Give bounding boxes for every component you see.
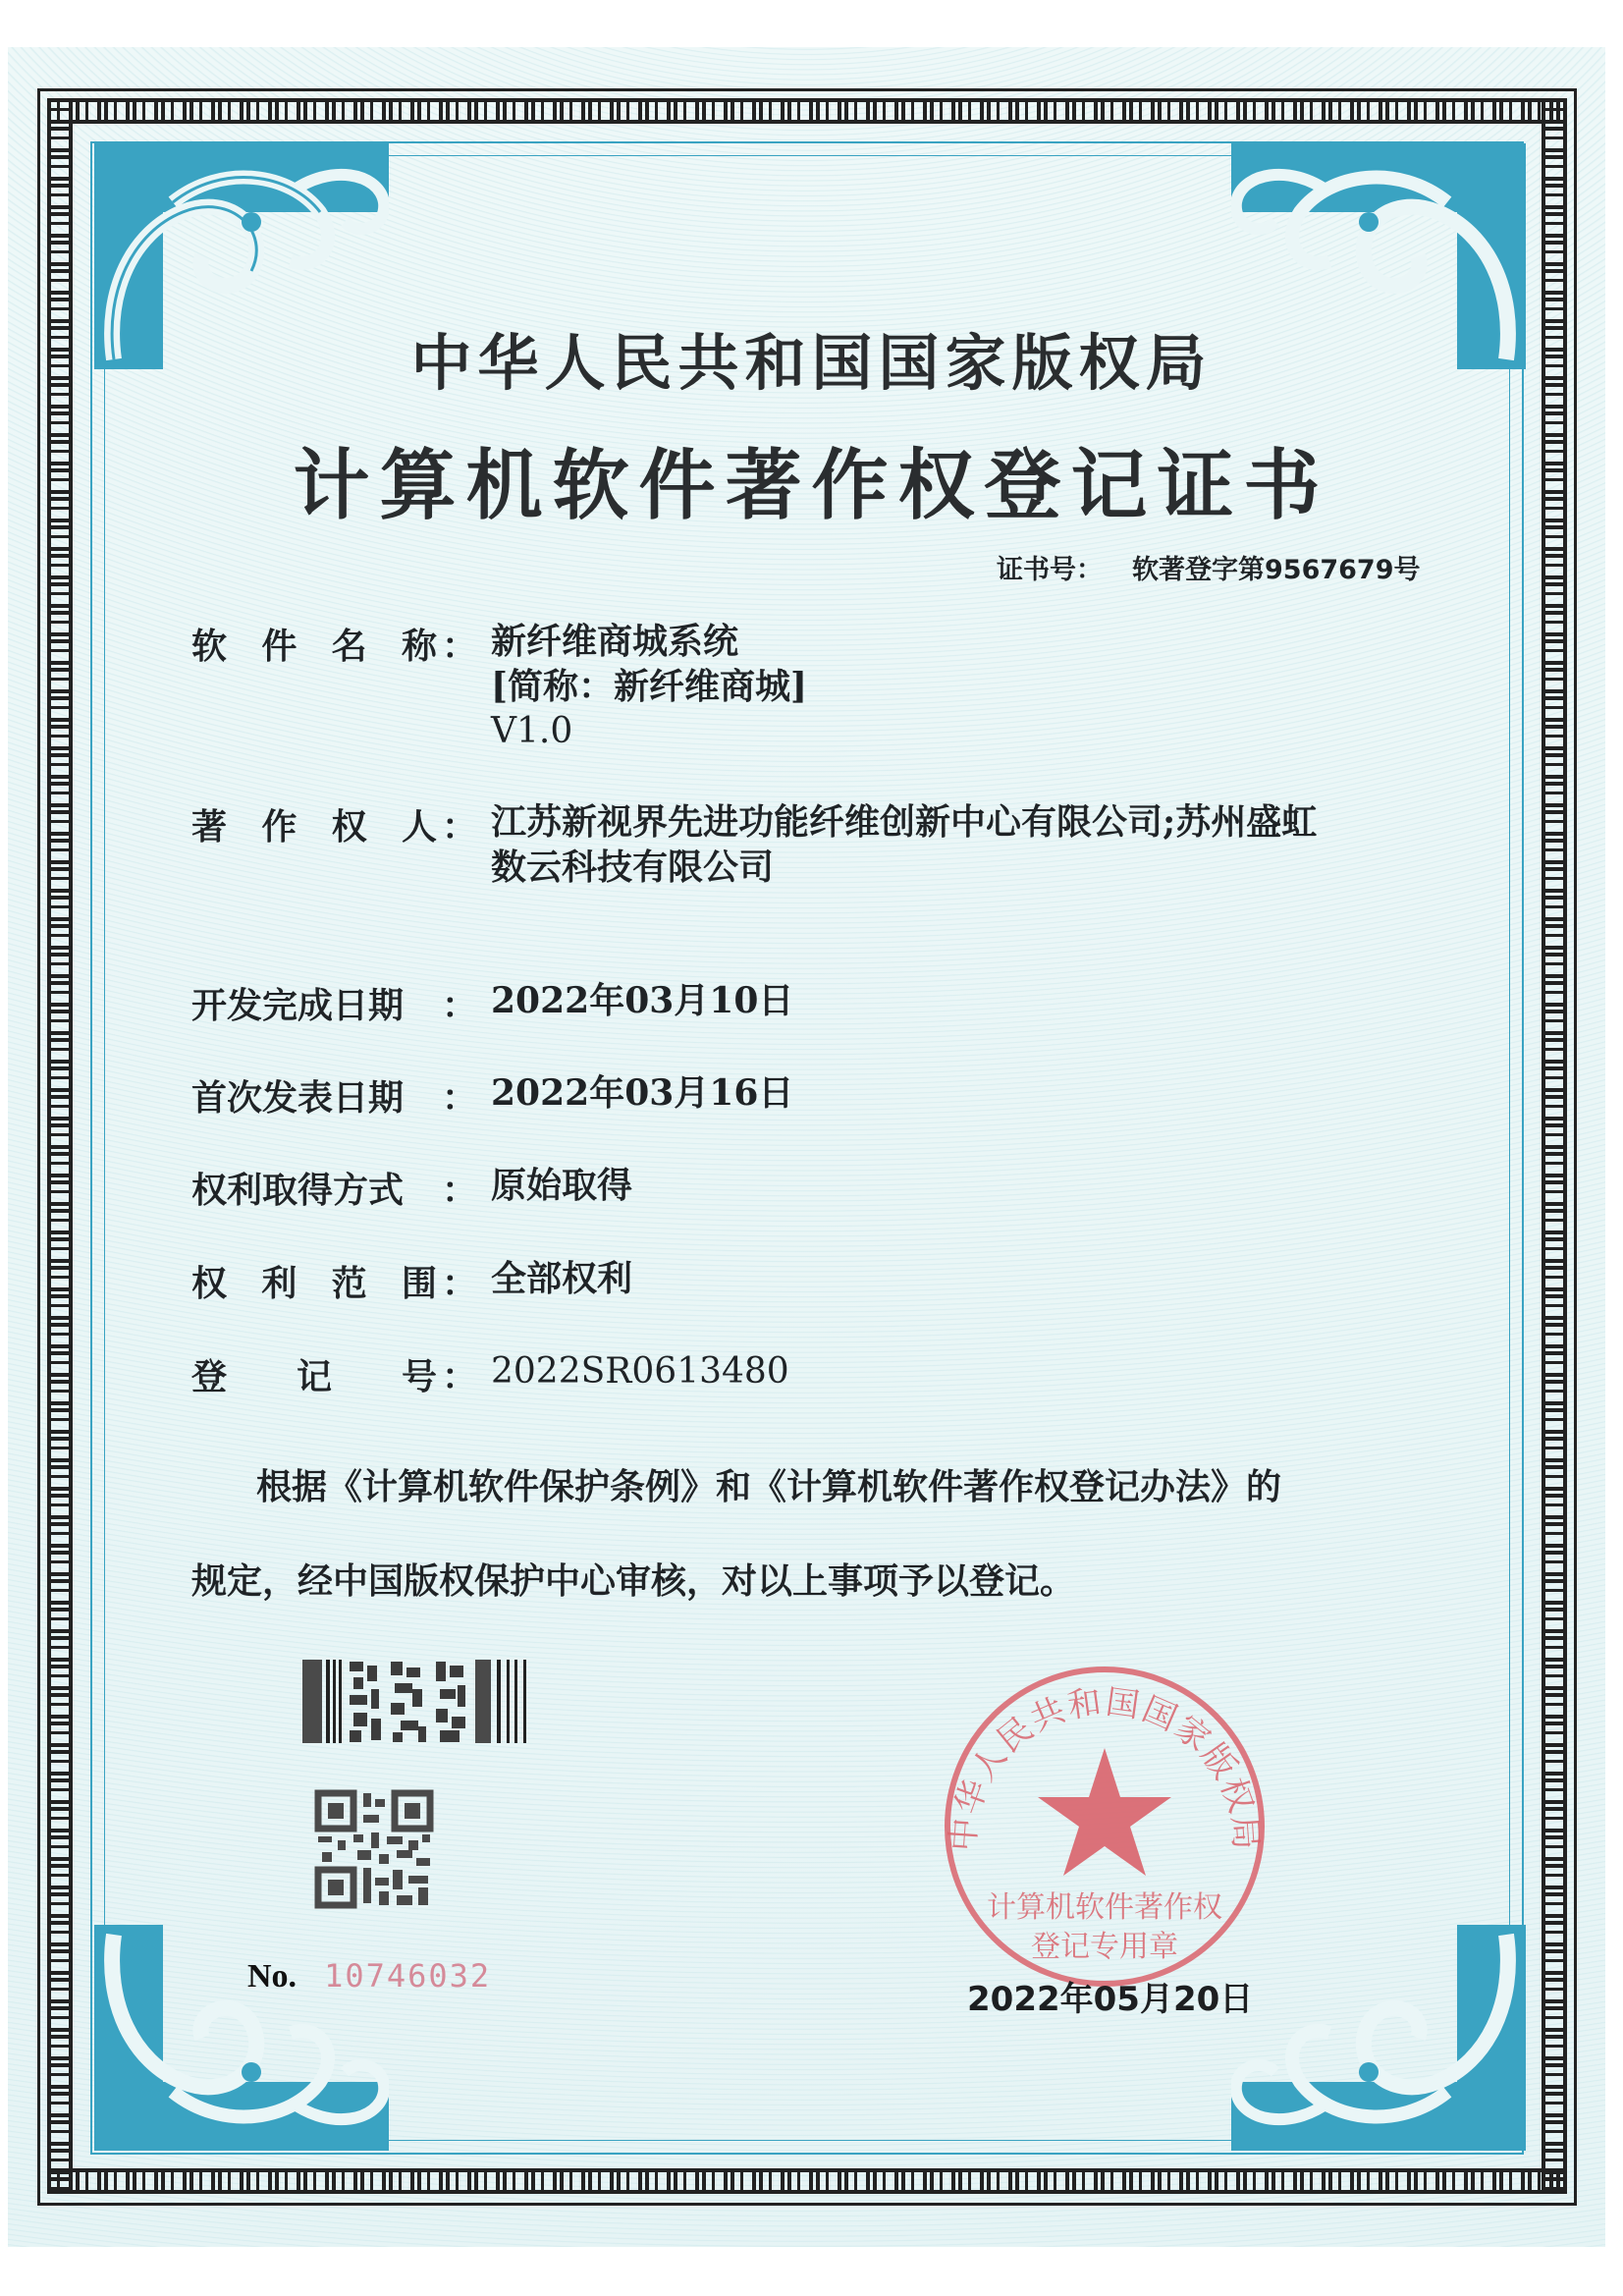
statement-text: 根据《计算机软件保护条例》和《计算机软件著作权登记办法》的: [256, 1466, 1282, 1507]
value-text: 全部权利: [491, 1258, 633, 1299]
software-full-name: 新纤维商城系统: [491, 621, 739, 662]
label-colon: ：: [442, 626, 478, 667]
pdf417-barcode-icon: [302, 1660, 536, 1743]
software-short-name: [简称：新纤维商城]: [491, 666, 808, 707]
field-value: [491, 619, 807, 754]
label-char: 权: [331, 806, 367, 847]
value-text: 原始取得: [491, 1165, 633, 1206]
serial-number: [247, 1957, 491, 1995]
issuer-title: 中华人民共和国国家版权局: [410, 327, 1213, 399]
label-text: 开发完成日期: [191, 985, 405, 1026]
statement-line-1: [191, 1440, 1429, 1534]
corner-ornament-bottom-right-icon: [1231, 1925, 1526, 2151]
owner-line-1: 江苏新视界先进功能纤维创新中心有限公司;苏州盛虹: [491, 801, 1318, 843]
greek-key-border-left: [47, 98, 73, 2194]
greek-key-border-right: [1542, 98, 1567, 2194]
label-colon: ：: [442, 806, 478, 847]
seal-inner-line-1: 计算机软件著作权: [987, 1890, 1222, 1925]
label-char: 围: [401, 1263, 437, 1304]
greek-key-border-top: [47, 98, 1567, 124]
label-char: 称: [401, 626, 437, 667]
certificate-number-label: 证书号：: [997, 555, 1103, 585]
field-value: [491, 1070, 793, 1116]
value-text: 2022年03月10日: [491, 980, 794, 1021]
label-char: 权: [191, 1263, 228, 1304]
field-value: [491, 799, 1317, 890]
field-value: [491, 978, 793, 1023]
certificate-title: 计算机软件著作权登记证书: [293, 441, 1330, 530]
label-char: 著: [191, 806, 228, 847]
owner-line-2: 数云科技有限公司: [491, 847, 775, 888]
label-char: 作: [261, 806, 298, 847]
serial-value: 10746032: [324, 1957, 492, 1995]
star-icon: [1038, 1748, 1171, 1876]
seal-inner-line-2: 登记专用章: [1031, 1930, 1178, 1964]
field-label: [191, 1163, 478, 1213]
label-colon: ：: [442, 1263, 478, 1304]
label-text: 权利取得方式: [191, 1170, 405, 1211]
label-char: 记: [296, 1356, 332, 1397]
label-colon: ：: [442, 1356, 478, 1397]
statement-line-2: 规定，经中国版权保护中心审核，对以上事项予以登记。: [191, 1560, 1076, 1602]
issue-date: 2022年05月20日: [967, 1980, 1254, 2019]
label-char: 软: [191, 626, 228, 667]
certificate-number: [997, 548, 1421, 586]
label-text: 首次发表日期: [191, 1077, 405, 1119]
qr-code-icon: [314, 1789, 434, 1909]
field-value: [491, 1349, 789, 1394]
value-text: 2022SR0613480: [491, 1351, 789, 1392]
field-label: [191, 619, 478, 669]
field-value: [491, 1256, 632, 1301]
label-char: 范: [331, 1263, 367, 1304]
field-label: [191, 1070, 478, 1121]
label-colon: ：: [442, 985, 478, 1026]
registration-statement: [191, 1440, 1429, 1628]
label-colon: ：: [442, 1077, 478, 1119]
greek-key-border-bottom: [47, 2168, 1567, 2194]
software-version: V1.0: [491, 711, 573, 751]
field-label: [191, 1349, 478, 1399]
label-char: 件: [261, 626, 298, 667]
label-colon: ：: [442, 1170, 478, 1211]
field-value: [491, 1163, 632, 1208]
label-char: 名: [331, 626, 367, 667]
field-label: [191, 1256, 478, 1306]
label-char: 利: [261, 1263, 298, 1304]
label-char: 号: [401, 1356, 437, 1397]
official-seal-stamp: [938, 1660, 1271, 1994]
label-char: 登: [191, 1356, 228, 1397]
label-char: 人: [401, 806, 437, 847]
serial-prefix: No.: [247, 1958, 298, 1995]
field-label: [191, 978, 478, 1028]
field-label: [191, 799, 478, 849]
certificate-number-value: 软著登字第9567679号: [1132, 555, 1421, 585]
seal-outer-text: 中华人民共和国国家版权局: [944, 1682, 1266, 1853]
value-text: 2022年03月16日: [491, 1072, 794, 1114]
